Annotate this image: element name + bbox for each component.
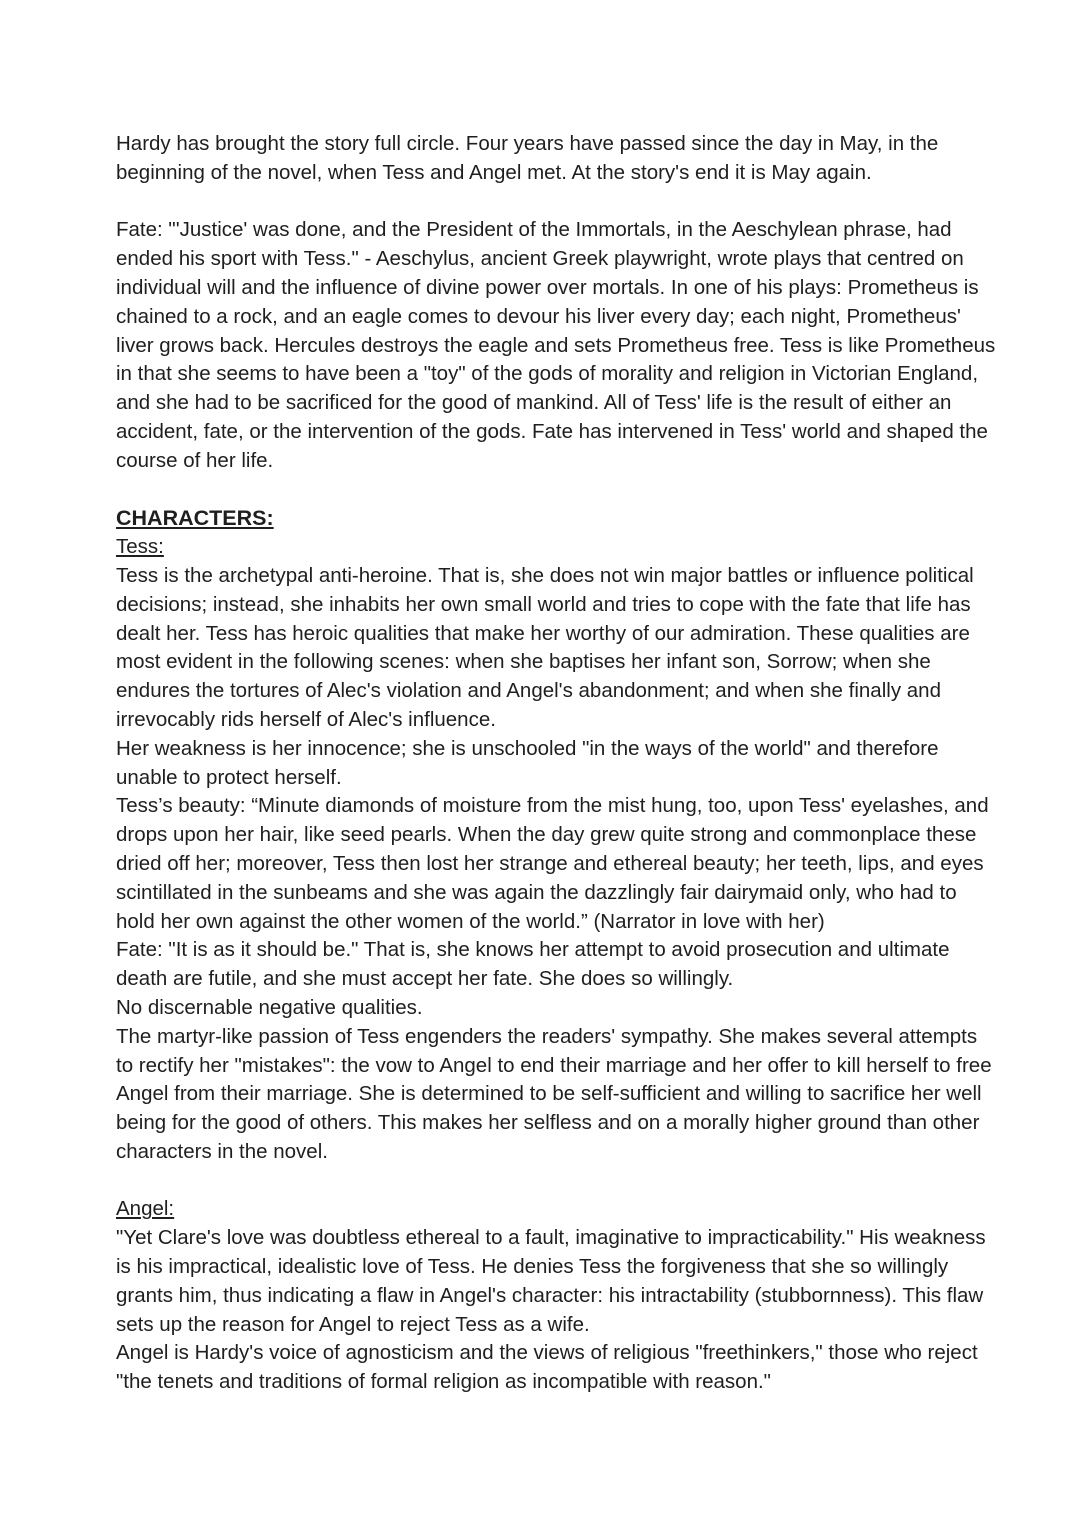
angel-paragraph-agnosticism: Angel is Hardy's voice of agnosticism and the views of religious "freethinkers," those who reject "the tenets and traditions of formal religion as incompatible with reason." bbox=[116, 1341, 978, 1394]
tess-paragraph-negative-qualities: No discernable negative qualities. bbox=[116, 995, 423, 1019]
document-body bbox=[116, 130, 996, 1397]
tess-heading: Tess: bbox=[116, 535, 164, 559]
tess-paragraph-beauty: Tess’s beauty: “Minute diamonds of moisture from the mist hung, too, upon Tess' eyelashes, and drops upon her hair, like seed pearls. When the day grew quite strong and commonplace these dried off her; moreover, Tess then lost her strange and ethereal beauty; her teeth, lips, and eyes scintillated in the sunbeams and she was again the dazzlingly fair dairymaid only, who had to hold her own against the other women of the world.” (Narrator in love with her) bbox=[116, 794, 989, 933]
tess-paragraph-anti-heroine: Tess is the archetypal anti-heroine. That is, she does not win major battles or influence political decisions; instead, she inhabits her own small world and tries to cope with the fate that life has dealt her. Tess has heroic qualities that make her worthy of our admiration. These qualities are most evident in the following scenes: when she baptises her infant son, Sorrow; when she endures the tortures of Alec's violation and Angel's abandonment; and when she finally and irrevocably rids herself of Alec's influence. bbox=[116, 563, 974, 731]
tess-paragraph-weakness: Her weakness is her innocence; she is unschooled "in the ways of the world" and therefore unable to protect herself. bbox=[116, 736, 939, 789]
intro-fate-paragraph: Fate: "'Justice' was done, and the President of the Immortals, in the Aeschylean phrase, had ended his sport with Tess." - Aeschylus, ancient Greek playwright, wrote plays that centred on individual will and the influence of divine power over mortals. In one of his plays: Prometheus is chained to a rock, and an eagle comes to devour his liver every day; each night, Prometheus' liver grows back. Hercules destroys the eagle and sets Prometheus free. Tess is like Prometheus in that she seems to have been a "toy" of the gods of morality and religion in Victorian England, and she had to be sacrificed for the good of mankind. All of Tess' life is the result of either an accident, fate, or the intervention of the gods. Fate has intervened in Tess' world and shaped the course of her life. bbox=[116, 218, 996, 472]
tess-paragraph-martyr: The martyr-like passion of Tess engenders the readers' sympathy. She makes several attempts to rectify her "mistakes": the vow to Angel to end their marriage and her offer to kill herself to free Angel from their marriage. She is determined to be self-sufficient and willing to sacrifice her well being for the good of others. This makes her selfless and on a morally higher ground than other characters in the novel. bbox=[116, 1024, 992, 1163]
angel-paragraph-love: "Yet Clare's love was doubtless ethereal to a fault, imaginative to impracticability." His weakness is his impractical, idealistic love of Tess. He denies Tess the forgiveness that she so willingly grants him, thus indicating a flaw in Angel's character: his intractability (stubbornness). This flaw sets up the reason for Angel to reject Tess as a wife. bbox=[116, 1226, 986, 1336]
tess-paragraph-fate: Fate: "It is as it should be." That is, she knows her attempt to avoid prosecution and ultimate death are futile, and she must accept her fate. She does so willingly. bbox=[116, 938, 950, 991]
angel-heading: Angel: bbox=[116, 1197, 175, 1221]
paragraph-gap bbox=[116, 188, 996, 217]
paragraph-gap bbox=[116, 476, 996, 505]
intro-full-circle-paragraph: Hardy has brought the story full circle. Four years have passed since the day in May, in the beginning of the novel, when Tess and Angel met. At the story's end it is May again. bbox=[116, 132, 939, 184]
characters-heading: CHARACTERS: bbox=[116, 506, 274, 531]
paragraph-gap bbox=[116, 1167, 996, 1196]
